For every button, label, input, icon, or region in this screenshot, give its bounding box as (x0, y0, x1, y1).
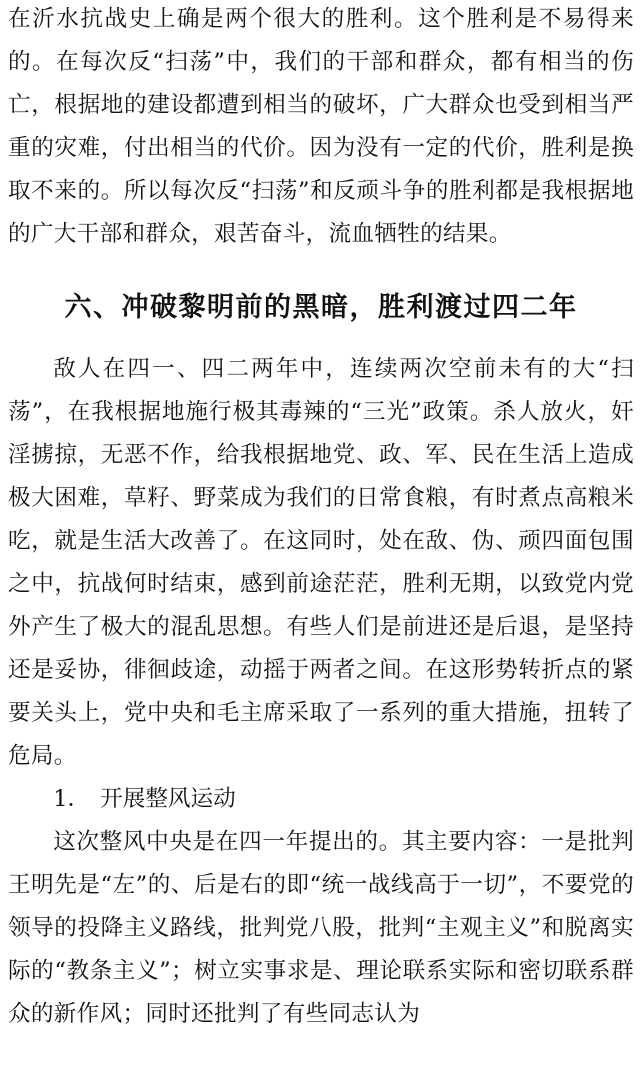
subsection-number: 1． (53, 786, 91, 812)
body-paragraph: 在沂水抗战史上确是两个很大的胜利。这个胜利是不易得来的。在每次反“扫荡”中，我们的干部和群众，都有相当的伤亡，根据地的建设都遭到相当的破坏，广大群众也受到相当严重的灾难，付出相当的代价。因为没有一定的代价，胜利是换取不来的。所以每次反“扫荡”和反顽斗争的胜利都是我根据地的广大干部和群众，艰苦奋斗，流血牺牲的结果。 (8, 6, 634, 247)
body-paragraph: 敌人在四一、四二两年中，连续两次空前未有的大“扫荡”，在我根据地施行极其毒辣的“三光”政策。杀人放火，奸淫掳掠，无恶不作，给我根据地党、政、军、民在生活上造成极大困难，草籽、野菜成为我们的日常食粮，有时煮点高粮米吃，就是生活大改善了。在这同时，处在敌、伪、顽四面包围之中，抗战何时结束，感到前途茫茫，胜利无期，以致党内党外产生了极大的混乱思想。有些人们是前进还是后退，是坚持还是妥协，徘徊歧途，动摇于两者之间。在这形势转折点的紧要关头上，党中央和毛主席采取了一系列的重大措施，扭转了危局。 (8, 356, 634, 769)
subsection-heading (8, 778, 634, 821)
body-paragraph: 这次整风中央是在四一年提出的。其主要内容：一是批判王明先是“左”的、后是右的即“统一战线高于一切”，不要党的领导的投降主义路线，批判党八股，批判“主观主义”和脱离实际的“教条主义”；树立实事求是、理论联系实际和密切联系群众的新作风；同时还批判了有些同志认为 (8, 829, 634, 1027)
section-heading: 六、冲破黎明前的黑暗，胜利渡过四二年 (64, 292, 578, 323)
subsection-title: 开展整风运动 (100, 786, 236, 812)
